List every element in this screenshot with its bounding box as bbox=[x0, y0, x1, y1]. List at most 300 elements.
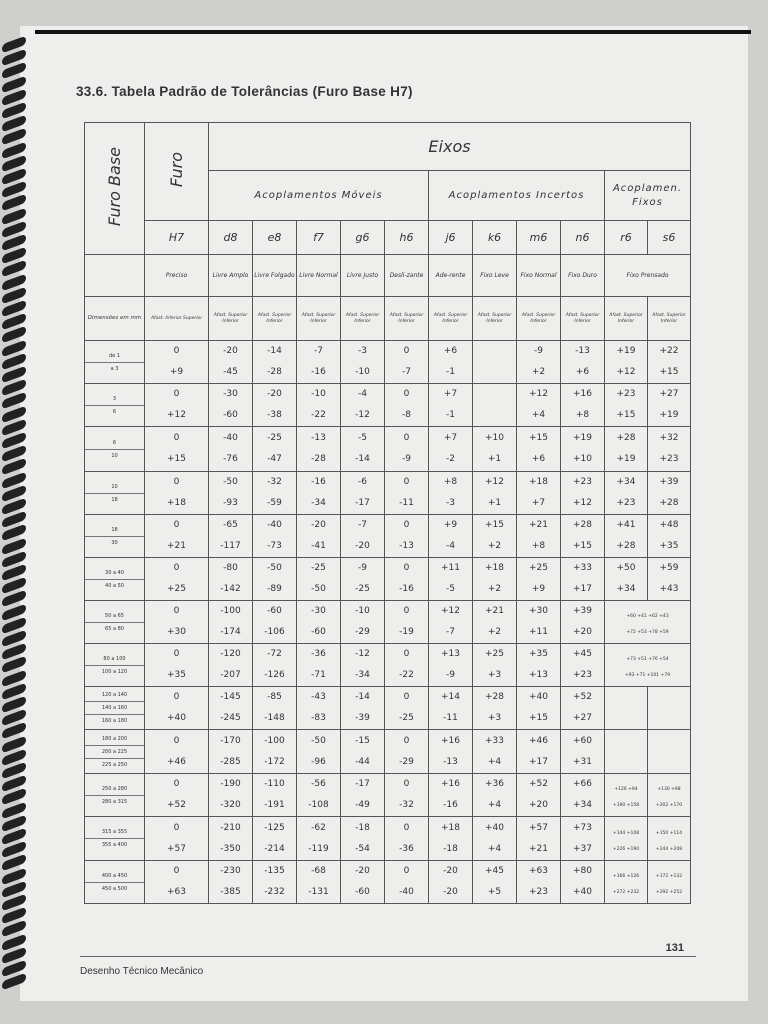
tolerance-value: +10 bbox=[485, 433, 504, 443]
fit-name: Fixo Prensado bbox=[605, 255, 691, 297]
tolerance-value: -49 bbox=[355, 800, 370, 810]
range-label: 65 a 80 bbox=[105, 625, 124, 632]
tolerance-cell bbox=[385, 774, 429, 817]
tolerance-value: +7 bbox=[531, 498, 546, 508]
dimension-range bbox=[85, 341, 145, 384]
tolerance-cell bbox=[605, 687, 648, 730]
deviation-label: Afast. Superior Inferior bbox=[561, 297, 605, 341]
tolerance-value: -1 bbox=[446, 410, 455, 420]
tolerance-value: -145 bbox=[220, 692, 241, 702]
fit-name: Livre Folgado bbox=[253, 255, 297, 297]
tolerance-value: +6 bbox=[575, 367, 590, 377]
tolerance-value: -13 bbox=[575, 346, 590, 356]
table-row bbox=[85, 817, 691, 861]
tolerance-cell bbox=[648, 384, 691, 427]
tolerance-value: +63 bbox=[529, 866, 548, 876]
fit-code: f7 bbox=[297, 221, 341, 255]
tolerance-cell bbox=[341, 341, 385, 384]
deviation-label: Afast. Superior Inferior bbox=[605, 297, 648, 341]
tolerance-cell bbox=[341, 427, 385, 472]
range-label: 100 a 120 bbox=[101, 668, 128, 675]
tolerance-value: +13 bbox=[529, 670, 548, 680]
tolerance-value: +41 bbox=[616, 520, 636, 530]
range-label: 6 bbox=[85, 437, 144, 450]
tolerance-value: +126 +94 bbox=[614, 787, 638, 792]
tolerance-value: -2 bbox=[446, 454, 455, 464]
tolerance-value: +20 bbox=[529, 800, 548, 810]
tolerance-cell bbox=[429, 341, 473, 384]
tolerance-cell bbox=[297, 384, 341, 427]
table-row bbox=[85, 384, 691, 427]
tolerance-value: +12 bbox=[485, 477, 504, 487]
tolerance-value: +15 bbox=[167, 454, 186, 464]
tolerance-cell bbox=[209, 515, 253, 558]
tolerance-value: +40 bbox=[485, 822, 504, 833]
tolerance-cell bbox=[517, 384, 561, 427]
tolerance-value: +22 bbox=[659, 346, 679, 356]
tolerance-cell bbox=[473, 558, 517, 601]
tolerance-table bbox=[84, 122, 691, 904]
tolerance-value: -89 bbox=[267, 584, 282, 594]
tolerance-value: -10 bbox=[311, 389, 326, 399]
tolerance-value: +2 bbox=[487, 584, 502, 594]
tolerance-value: -207 bbox=[220, 670, 241, 680]
tolerance-value: -9 bbox=[358, 563, 367, 573]
tolerance-value: -71 bbox=[311, 670, 326, 680]
tolerance-cell bbox=[605, 558, 648, 601]
tolerance-value: +8 bbox=[443, 477, 458, 487]
tolerance-value: -4 bbox=[446, 541, 455, 551]
tolerance-value: -210 bbox=[220, 822, 241, 833]
dimension-range bbox=[85, 730, 145, 774]
tolerance-cell bbox=[341, 817, 385, 861]
tolerance-value: +144 +108 bbox=[612, 830, 640, 836]
tolerance-cell bbox=[253, 558, 297, 601]
tolerance-cell bbox=[605, 730, 648, 774]
tolerance-value: +60 +41 +62 +43 bbox=[626, 614, 669, 619]
fit-code: k6 bbox=[473, 221, 517, 255]
tolerance-cell bbox=[385, 384, 429, 427]
tolerance-cell bbox=[209, 774, 253, 817]
tolerance-cell bbox=[209, 861, 253, 904]
tolerance-cell bbox=[253, 644, 297, 687]
tolerance-value: +73 bbox=[573, 822, 592, 833]
tolerance-value: -13 bbox=[399, 541, 414, 551]
tolerance-value: -54 bbox=[355, 843, 370, 854]
fit-code: n6 bbox=[561, 221, 605, 255]
tolerance-cell bbox=[473, 817, 517, 861]
tolerance-cell bbox=[517, 601, 561, 644]
dimensions-label: Dimensões em mm bbox=[85, 297, 145, 341]
tolerance-value: 0 bbox=[403, 692, 410, 702]
tolerance-value: 0 bbox=[403, 649, 410, 659]
tolerance-value: +19 bbox=[616, 346, 636, 356]
tolerance-value: +39 bbox=[573, 606, 592, 616]
group-incertos: Acoplamentos Incertos bbox=[429, 171, 605, 221]
tolerance-value: +37 bbox=[573, 843, 592, 854]
tolerance-value: -47 bbox=[267, 454, 282, 464]
dimension-range bbox=[85, 384, 145, 427]
range-label: 140 a 160 bbox=[85, 702, 144, 715]
fit-name: Ade-rente bbox=[429, 255, 473, 297]
tolerance-cell bbox=[341, 730, 385, 774]
range-label: 3 bbox=[85, 393, 144, 406]
tolerance-cell bbox=[648, 427, 691, 472]
tolerance-value: -119 bbox=[308, 843, 329, 854]
tolerance-value: -25 bbox=[267, 433, 282, 443]
tolerance-value: -20 bbox=[355, 866, 370, 876]
tolerance-value: +12 bbox=[167, 410, 186, 420]
tolerance-value: +33 bbox=[573, 563, 592, 573]
fit-blank bbox=[85, 255, 145, 297]
tolerance-cell bbox=[145, 341, 209, 384]
range-label: 40 a 50 bbox=[105, 582, 124, 589]
deviation-label: Afast. Superior Inferior bbox=[297, 297, 341, 341]
tolerance-value: -106 bbox=[264, 627, 285, 637]
tolerance-value: -120 bbox=[220, 649, 241, 659]
spiral-binding bbox=[2, 40, 32, 1000]
tolerance-value: +48 bbox=[659, 520, 679, 530]
tolerance-value: +19 bbox=[573, 433, 592, 443]
tolerance-cell bbox=[297, 427, 341, 472]
tolerance-value: +272 +232 bbox=[612, 890, 640, 895]
dimension-range bbox=[85, 817, 145, 861]
footer-rule bbox=[80, 956, 696, 957]
tolerance-cell bbox=[341, 644, 385, 687]
tolerance-cell bbox=[517, 687, 561, 730]
tolerance-value: +202 +170 bbox=[655, 803, 683, 808]
tolerance-value: +35 bbox=[167, 670, 186, 680]
tolerance-value: +25 bbox=[529, 563, 548, 573]
tolerance-value: -73 bbox=[267, 541, 282, 551]
fit-code: h6 bbox=[385, 221, 429, 255]
deviation-label: Afast. Superior Inferior bbox=[341, 297, 385, 341]
tolerance-value: +5 bbox=[487, 887, 502, 897]
tolerance-value: -34 bbox=[311, 498, 326, 508]
tolerance-value: -110 bbox=[264, 779, 285, 789]
tolerance-cell bbox=[429, 558, 473, 601]
tolerance-cell bbox=[648, 861, 691, 904]
tolerance-value: 0 bbox=[173, 692, 180, 702]
tolerance-cell bbox=[253, 472, 297, 515]
tolerance-value: -174 bbox=[220, 627, 241, 637]
tolerance-cell bbox=[145, 774, 209, 817]
tolerance-cell bbox=[473, 384, 517, 427]
tolerance-value: +17 bbox=[573, 584, 592, 594]
tolerance-value: -12 bbox=[355, 649, 370, 659]
fit-name: Fixo Leve bbox=[473, 255, 517, 297]
tolerance-cell bbox=[297, 774, 341, 817]
tolerance-cell bbox=[145, 861, 209, 904]
tolerance-value: +46 bbox=[167, 756, 186, 767]
tolerance-value: +4 bbox=[487, 756, 502, 767]
tolerance-value: +34 bbox=[616, 477, 636, 487]
tolerance-value: +28 bbox=[573, 520, 592, 530]
tolerance-cell bbox=[145, 730, 209, 774]
tolerance-cell bbox=[297, 687, 341, 730]
tolerance-value: +13 bbox=[441, 649, 460, 659]
tolerance-value: -25 bbox=[311, 563, 326, 573]
tolerance-value: +172 +132 bbox=[655, 874, 683, 879]
dimension-range bbox=[85, 774, 145, 817]
tolerance-cell bbox=[209, 472, 253, 515]
tolerance-value: +23 bbox=[616, 498, 636, 508]
tolerance-value: 0 bbox=[173, 520, 180, 530]
range-label: 250 a 280 bbox=[85, 783, 144, 796]
dimension-range bbox=[85, 861, 145, 904]
dimension-range bbox=[85, 558, 145, 601]
dimension-range bbox=[85, 601, 145, 644]
tolerance-value: -135 bbox=[264, 866, 285, 876]
tolerance-cell bbox=[145, 687, 209, 730]
tolerance-value: -385 bbox=[220, 887, 241, 897]
tolerance-value: +16 bbox=[441, 779, 460, 789]
tolerance-value: -20 bbox=[223, 346, 238, 356]
tolerance-value: -62 bbox=[311, 822, 326, 833]
tolerance-value: +4 bbox=[487, 843, 502, 854]
tolerance-value: -17 bbox=[355, 498, 370, 508]
tolerance-value: +23 bbox=[529, 887, 548, 897]
tolerance-value: +59 bbox=[659, 563, 679, 573]
tolerance-value: +16 bbox=[441, 735, 460, 746]
table-row bbox=[85, 341, 691, 384]
tolerance-value: -3 bbox=[446, 498, 455, 508]
tolerance-value: +16 bbox=[573, 389, 592, 399]
tolerance-value: +30 bbox=[529, 606, 548, 616]
tolerance-cell bbox=[473, 515, 517, 558]
tolerance-cell bbox=[385, 515, 429, 558]
tolerance-value: -32 bbox=[267, 477, 282, 487]
tolerance-value: +292 +252 bbox=[655, 890, 683, 895]
tolerance-cell bbox=[561, 644, 605, 687]
range-label: 30 a 40 bbox=[85, 567, 144, 580]
tolerance-value: -191 bbox=[264, 800, 285, 810]
tolerance-cell bbox=[253, 427, 297, 472]
fit-name: Livre Justo bbox=[341, 255, 385, 297]
table-row bbox=[85, 644, 691, 687]
tolerance-cell bbox=[473, 774, 517, 817]
table-row bbox=[85, 427, 691, 472]
tolerance-cell bbox=[517, 774, 561, 817]
fit-code: g6 bbox=[341, 221, 385, 255]
tolerance-value: -20 bbox=[311, 520, 326, 530]
tolerance-value: -83 bbox=[311, 713, 326, 723]
tolerance-value: -125 bbox=[264, 822, 285, 833]
range-label: 18 bbox=[85, 524, 144, 537]
tolerance-value: -40 bbox=[399, 887, 414, 897]
tolerance-value: -65 bbox=[223, 520, 238, 530]
tolerance-value: +23 bbox=[616, 389, 636, 399]
tolerance-value: +73 +51 +76 +54 bbox=[626, 657, 669, 662]
tolerance-cell bbox=[517, 644, 561, 687]
tolerance-value: 0 bbox=[403, 822, 410, 833]
tolerance-value: +19 bbox=[616, 454, 636, 464]
tolerance-value: +72 +53 +78 +59 bbox=[626, 630, 669, 635]
tolerance-cell bbox=[605, 472, 648, 515]
tolerance-cell bbox=[473, 644, 517, 687]
tolerance-cell bbox=[253, 817, 297, 861]
group-moveis: Acoplamentos Móveis bbox=[209, 171, 429, 221]
tolerance-cell bbox=[253, 384, 297, 427]
tolerance-value: +2 bbox=[487, 627, 502, 637]
range-label: 18 bbox=[111, 496, 118, 503]
tolerance-value: -28 bbox=[267, 367, 282, 377]
fit-code: m6 bbox=[517, 221, 561, 255]
tolerance-value: +46 bbox=[529, 735, 548, 746]
tolerance-cell bbox=[253, 730, 297, 774]
tolerance-cell bbox=[473, 730, 517, 774]
tolerance-value: -11 bbox=[443, 713, 458, 723]
table-row bbox=[85, 472, 691, 515]
tolerance-value: -4 bbox=[358, 389, 367, 399]
tolerance-cell bbox=[648, 472, 691, 515]
tolerance-value: 0 bbox=[403, 735, 410, 746]
tolerance-value: +18 bbox=[529, 477, 548, 487]
tolerance-value: -14 bbox=[355, 454, 370, 464]
tolerance-cell bbox=[605, 861, 648, 904]
tolerance-cell bbox=[429, 515, 473, 558]
tolerance-value: +28 bbox=[485, 692, 504, 702]
tolerance-value: -12 bbox=[355, 410, 370, 420]
range-label: 160 a 180 bbox=[101, 718, 128, 724]
tolerance-value: -20 bbox=[267, 389, 282, 399]
tolerance-cell bbox=[253, 774, 297, 817]
tolerance-cell bbox=[385, 817, 429, 861]
tolerance-value: -9 bbox=[402, 454, 411, 464]
tolerance-value: -36 bbox=[399, 843, 414, 854]
tolerance-cell bbox=[297, 861, 341, 904]
range-label: 200 a 225 bbox=[85, 746, 144, 759]
table-row bbox=[85, 774, 691, 817]
tolerance-value: -148 bbox=[264, 713, 285, 723]
tolerance-value: +4 bbox=[531, 410, 546, 420]
tolerance-value: +3 bbox=[487, 670, 502, 680]
tolerance-cell bbox=[297, 515, 341, 558]
tolerance-value: +15 bbox=[659, 367, 679, 377]
tolerance-value: -20 bbox=[355, 541, 370, 551]
deviation-label: Afast. Superior Inferior bbox=[253, 297, 297, 341]
range-label: 355 a 400 bbox=[101, 842, 128, 848]
tolerance-value: +9 bbox=[169, 367, 184, 377]
tolerance-cell bbox=[209, 817, 253, 861]
tolerance-value: +18 bbox=[441, 822, 460, 833]
tolerance-value: -19 bbox=[399, 627, 414, 637]
fit-code: j6 bbox=[429, 221, 473, 255]
tolerance-cell bbox=[429, 427, 473, 472]
tolerance-value: 0 bbox=[173, 433, 180, 443]
tolerance-value: +12 bbox=[573, 498, 592, 508]
eixos-header: Eixos bbox=[209, 123, 691, 171]
tolerance-cell bbox=[605, 515, 648, 558]
tolerance-value: +32 bbox=[659, 433, 679, 443]
tolerance-value: +57 bbox=[167, 843, 186, 854]
tolerance-value: -7 bbox=[402, 367, 411, 377]
tolerance-cell bbox=[561, 817, 605, 861]
tolerance-value: -76 bbox=[223, 454, 238, 464]
tolerance-value: +1 bbox=[487, 498, 502, 508]
tolerance-value: +8 bbox=[531, 541, 546, 551]
tolerance-cell bbox=[517, 861, 561, 904]
tolerance-value: +8 bbox=[575, 410, 590, 420]
range-label: 225 a 250 bbox=[101, 761, 128, 768]
range-label: 450 a 500 bbox=[101, 885, 128, 892]
tolerance-value: +27 bbox=[659, 389, 679, 399]
fit-name: Livre Amplo bbox=[209, 255, 253, 297]
tolerance-value: +33 bbox=[485, 735, 504, 746]
tolerance-cell bbox=[429, 384, 473, 427]
tolerance-value: -40 bbox=[267, 520, 282, 530]
tolerance-cell bbox=[648, 817, 691, 861]
tolerance-value: +40 bbox=[529, 692, 548, 702]
tolerance-value: +226 +190 bbox=[612, 846, 640, 852]
tolerance-cell bbox=[605, 601, 691, 644]
tolerance-cell bbox=[429, 472, 473, 515]
tolerance-value: +39 bbox=[659, 477, 679, 487]
tolerance-value: -214 bbox=[264, 843, 285, 854]
tolerance-value: -1 bbox=[446, 367, 455, 377]
tolerance-cell bbox=[561, 774, 605, 817]
tolerance-value: +12 bbox=[529, 389, 548, 399]
tolerance-value: +244 +208 bbox=[655, 846, 683, 852]
tolerance-value: 0 bbox=[403, 520, 410, 530]
deviation-label: Afast. Superior Inferior bbox=[517, 297, 561, 341]
fit-code: r6 bbox=[605, 221, 648, 255]
top-rule bbox=[35, 30, 751, 34]
tolerance-cell bbox=[209, 427, 253, 472]
tolerance-cell bbox=[297, 730, 341, 774]
tolerance-cell bbox=[561, 341, 605, 384]
tolerance-cell bbox=[297, 817, 341, 861]
tolerance-value: -18 bbox=[443, 843, 458, 854]
tolerance-cell bbox=[385, 730, 429, 774]
dimension-range bbox=[85, 472, 145, 515]
tolerance-cell bbox=[209, 644, 253, 687]
fit-name: Preciso bbox=[145, 255, 209, 297]
tolerance-value: -108 bbox=[308, 800, 329, 810]
tolerance-value: +28 bbox=[659, 498, 679, 508]
tolerance-value: +10 bbox=[573, 454, 592, 464]
tolerance-value: -25 bbox=[399, 713, 414, 723]
tolerance-cell bbox=[297, 558, 341, 601]
tolerance-value: +21 bbox=[529, 520, 548, 530]
tolerance-value: +7 bbox=[443, 389, 458, 399]
range-label: 6 bbox=[112, 408, 117, 415]
tolerance-value: +31 bbox=[573, 756, 592, 767]
tolerance-cell bbox=[145, 558, 209, 601]
tolerance-cell bbox=[341, 515, 385, 558]
tolerance-value: -11 bbox=[399, 498, 414, 508]
tolerance-cell bbox=[341, 687, 385, 730]
tolerance-value: -50 bbox=[311, 735, 326, 746]
tolerance-value: 0 bbox=[173, 649, 180, 659]
tolerance-value: +15 bbox=[573, 541, 592, 551]
tolerance-cell bbox=[648, 558, 691, 601]
tolerance-value: +130 +98 bbox=[657, 787, 681, 792]
tolerance-cell bbox=[209, 601, 253, 644]
tolerance-cell bbox=[429, 774, 473, 817]
tolerance-value: 0 bbox=[403, 779, 410, 789]
deviation-label: Afast. Superior Inferior bbox=[473, 297, 517, 341]
tolerance-value: -7 bbox=[358, 520, 367, 530]
deviation-label: Afast. Superior Inferior bbox=[648, 297, 691, 341]
range-label: 280 a 315 bbox=[101, 798, 128, 805]
tolerance-value: -80 bbox=[223, 563, 238, 573]
tolerance-cell bbox=[297, 341, 341, 384]
tolerance-value: -100 bbox=[220, 606, 241, 616]
tolerance-value: -93 bbox=[223, 498, 238, 508]
tolerance-value: -245 bbox=[220, 713, 241, 723]
tolerance-value: +66 bbox=[573, 779, 592, 789]
